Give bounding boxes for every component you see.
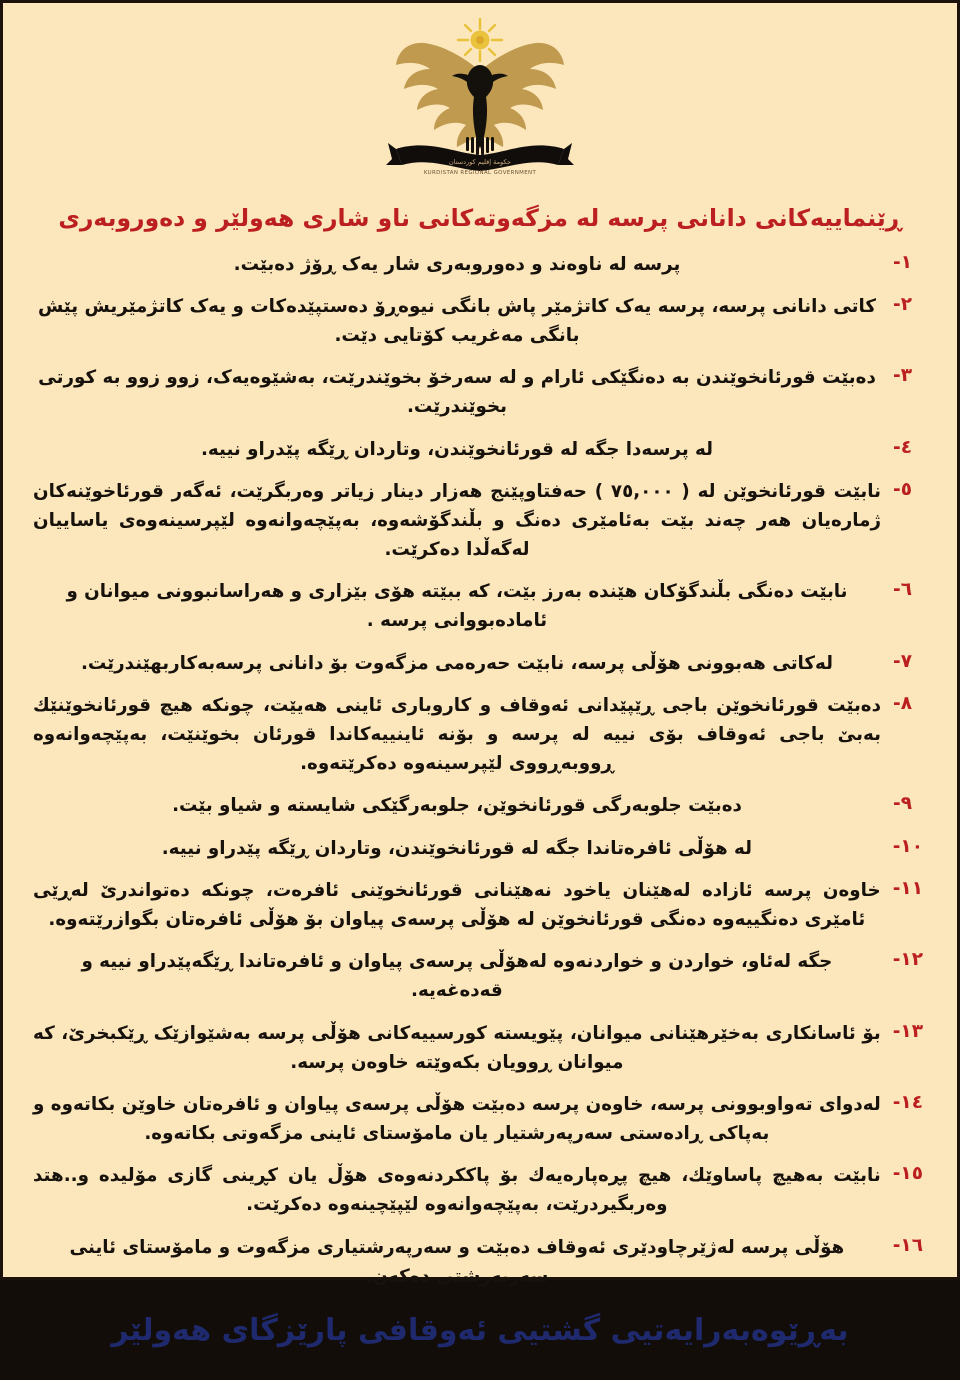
rule-text: لە هۆڵی ئافرەتاندا جگە لە قورئانخوێندن، وتاردان ڕێگە پێدراو نییە.	[161, 837, 752, 859]
rule-item	[33, 835, 923, 864]
rule-number: -١٦	[892, 1234, 923, 1256]
rule-item	[33, 948, 923, 1006]
rule-text: نابێت دەنگی بڵندگۆکان هێندە بەرز بێت، کە ببێتە هۆی بێزاری و هەراسانبوونی میوانان و ئامادەبووانی پرسە .	[66, 581, 848, 632]
rule-item	[33, 293, 923, 351]
rules-list	[3, 235, 957, 1305]
rule-number: -١٥	[892, 1163, 923, 1185]
rule-item	[33, 792, 923, 821]
rule-text: نابێت قورئانخوێن لە ( ٧٥,٠٠٠ ) حەفتاوپێنج هەزار دینار زیاتر وەربگرێت، ئەگەر قورئاخوێنەکان ژمارەیان هەر چەند بێت بەئامێری دەنگ و بڵندگۆشەوە، بەپێچەوانەوە لێپرسینەوەی یاساییان لەگەڵدا دەکرێت.	[33, 481, 881, 560]
rule-number: -٢	[893, 294, 912, 316]
rule-number: -٦	[893, 579, 912, 601]
rule-text: دەبێت جلوبەرگی قورئانخوێن، جلوبەرگێکی شایستە و شیاو بێت.	[172, 795, 742, 817]
rule-item	[33, 251, 923, 280]
rule-text: دەبێت قورئانخوێن باجی ڕێپێدانی ئەوقاف و کاروباری ئاینی هەیێت، چونکە هیچ قورئانخوێنێك بەبێ باجی ئەوقاف بۆی نییە لە پرسە و بۆنە ئاینییەکاندا قورئان بخوێنێت، بەپێچەوانەوە ڕووبەڕووی لێپرسینەوە دەکرێتەوە.	[33, 695, 881, 774]
rule-number: -٩	[893, 793, 912, 815]
rule-item	[33, 1234, 923, 1292]
rule-number: -٥	[893, 479, 912, 501]
rule-number: -١٢	[892, 949, 923, 971]
svg-text:حكومة إقليم كوردستان: حكومة إقليم كوردستان	[448, 158, 512, 166]
rule-number: -٧	[893, 650, 912, 672]
rule-number: -٤	[893, 436, 912, 458]
rule-text: جگە لەئاو، خواردن و خواردنەوە لەهۆڵی پرسەی پیاوان و ئافرەتاندا ڕێگەپێدراو نییە و قەدەغەیە.	[81, 951, 833, 1002]
rule-item	[33, 364, 923, 422]
rule-number: -١٤	[892, 1092, 923, 1114]
rule-text: دەبێت قورئانخوێندن بە دەنگێکی ئارام و لە سەرخۆ بخوێندرێت، بەشێوەیەک، زوو زوو بە کورتی بخوێندرێت.	[38, 367, 876, 418]
rule-number: -١٠	[892, 835, 923, 857]
footer	[3, 1305, 957, 1380]
rule-item	[33, 1020, 923, 1078]
rule-number: -١	[893, 251, 912, 273]
kurdistan-regional-government-emblem-icon	[380, 13, 580, 193]
rule-item	[33, 692, 923, 779]
rule-item	[33, 650, 923, 679]
svg-text:KURDISTAN REGIONAL GOVERNMENT: KURDISTAN REGIONAL GOVERNMENT	[423, 170, 537, 176]
rule-text: بۆ ئاسانکاری بەخێرهێنانی میوانان، پێویستە کورسییەکانی هۆڵی پرسە بەشێوازێک ڕێکبخرێ، کە میوانان ڕوویان بکەوێتە خاوەن پرسە.	[33, 1022, 881, 1073]
rule-text: خاوەن پرسە ئازادە لەهێنان یاخود نەهێنانی قورئانخوێنی ئافرەت، چونکە دەتواندرێ لەڕێی ئامێری دەنگییەوە دەنگی قورئانخوێن لە هۆڵی پرسەی پیاوان بۆ هۆڵی ئافرەتان بگوازرێتەوە.	[33, 880, 881, 931]
rule-item	[33, 877, 923, 935]
rule-text: نابێت بەهیچ پاساوێك، هیچ پڕەپارەیەك بۆ پاککردنەوەی هۆڵ یان کڕینی گازی مۆلیدە و..هتد وەربگیردرێت، بەپێچەوانەوە لێپێچینەوە دەکرێت.	[33, 1165, 881, 1216]
rule-number: -١١	[892, 878, 923, 900]
rule-item	[33, 478, 923, 565]
rule-number: -٨	[893, 693, 912, 715]
rule-item	[33, 578, 923, 636]
rule-text: پرسە لە ناوەند و دەوروبەری شار یەک ڕۆژ دەبێت.	[233, 253, 681, 275]
emblem-container	[3, 3, 957, 199]
rule-text: لە پرسەدا جگە لە قورئانخوێندن، وتاردان ڕێگە پێدراو نییە.	[200, 438, 714, 460]
sun-icon	[458, 19, 502, 61]
rule-number: -٣	[893, 365, 912, 387]
rule-text: لەدوای تەواوبوونی پرسە، خاوەن پرسە دەبێت هۆڵی پرسەی پیاوان و ئافرەتان خاوێن بکاتەوە و بەپاکی ڕادەستی سەرپەرشتیار یان مامۆستای ئاینی مزگەوتی بکاتەوە.	[33, 1094, 881, 1144]
rule-text: لەکاتی هەبوونی هۆڵی پرسە، نابێت حەرەمی مزگەوت بۆ دانانی پرسەبەکاربهێندرێت.	[80, 652, 834, 674]
page-title: ڕێنماییەکانی دانانی پرسە لە مزگەوتەکانی ناو شاری هەولێر و دەوروبەری	[58, 204, 902, 232]
rule-item	[33, 1091, 923, 1149]
rule-number: -١٣	[892, 1020, 923, 1042]
rule-text: هۆڵی پرسە لەژێرچاودێری ئەوقاف دەبێت و سەرپەرشتیاری مزگەوت و مامۆستای ئاینی سەرپەرشتی دەکەن.	[69, 1236, 845, 1287]
issuing-authority: بەڕێوەبەرایەتیی گشتیی ئەوقافی پارێزگای هەولێر	[111, 1313, 849, 1348]
rule-item	[33, 1162, 923, 1220]
rule-item	[33, 436, 923, 465]
rule-text: کاتی دانانی پرسە، پرسە یەک کاتژمێر پاش بانگی نیوەڕۆ دەستپێدەکات و یەک کاتژمێریش پێش بانگی مەغریب کۆتایی دێت.	[37, 296, 877, 347]
